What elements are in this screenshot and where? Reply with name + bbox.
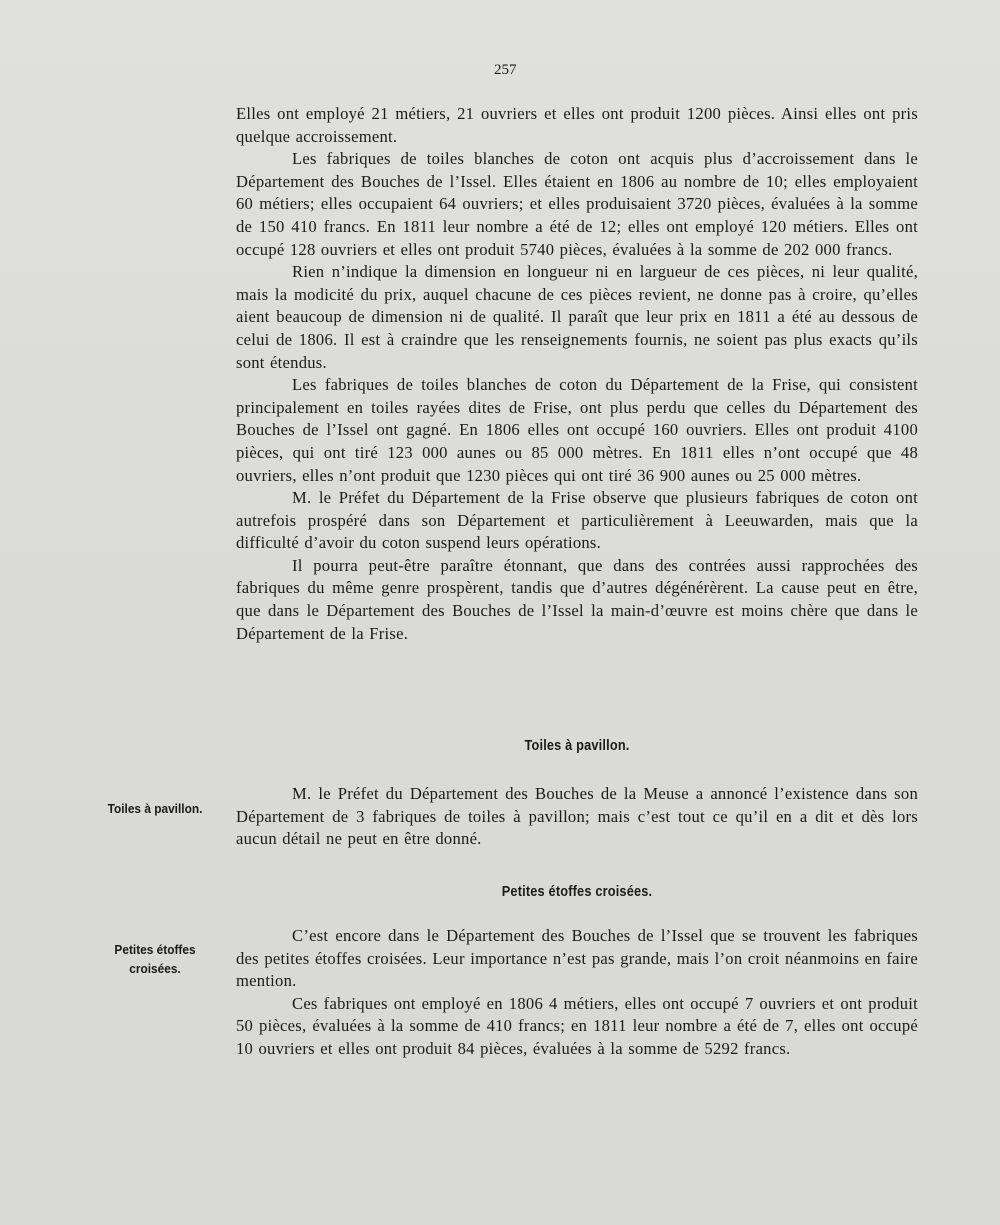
body-text-upper [236, 103, 918, 645]
paragraph: Les fabriques de toiles blanches de coton ont acquis plus d’accroissement dans le Département des Bouches de l’Issel. Elles étaient en 1806 au nombre de 10; elles employaient 60 métiers; elles occupaient 64 ouvriers; et elles produisaient 3720 pièces, évaluées à la somme de 150 410 francs. En 1811 leur nombre a été de 12; elles ont employé 120 métiers. Elles ont occupé 128 ouvriers et elles ont produit 5740 pièces, évaluées à la somme de 202 000 francs. [236, 149, 918, 259]
paragraph: C’est encore dans le Département des Bouches de l’Issel que se trouvent les fabriques des petites étoffes croisées. Leur importance n’est pas grande, mais l’on croit néanmoins en faire mention. [236, 926, 918, 991]
body-text-etoffes [236, 925, 918, 1061]
paragraph: Elles ont employé 21 métiers, 21 ouvriers et elles ont produit 1200 pièces. Ainsi elles ont pris quelque accroissement. [236, 104, 918, 146]
paragraph: M. le Préfet du Département de la Frise observe que plusieurs fabriques de coton ont autrefois prospéré dans son Département et particulièrement à Leeuwarden, mais que la difficulté d’avoir du coton suspend leurs opérations. [236, 488, 918, 553]
body-text-pavillon [236, 783, 918, 851]
section-heading-toiles-a-pavillon: Toiles à pavillon. [524, 738, 630, 754]
paragraph: Il pourra peut-être paraître étonnant, que dans des contrées aussi rapprochées des fabriques du même genre prospèrent, tandis que d’autres dégénérèrent. La cause peut en être, que dans le Département des Bouches de l’Issel la main-d’œuvre est moins chère que dans le Département de la Frise. [236, 555, 918, 643]
margin-note-toiles-a-pavillon: Toiles à pavillon. [107, 801, 203, 816]
paragraph: Les fabriques de toiles blanches de coton du Département de la Frise, qui consistent principalement en toiles rayées dites de Frise, ont plus perdu que celles du Département des Bouches de l’Issel ont gagné. En 1806 elles ont occupé 160 ouvriers. Elles ont produit 4100 pièces, qui ont tiré 123 000 aunes ou 85 000 mètres. En 1811 elles n’ont occupé que 48 ouvriers, elles n’ont produit que 1230 pièces qui ont tiré 36 900 aunes ou 25 000 mètres. [236, 375, 918, 485]
paragraph: Ces fabriques ont employé en 1806 4 métiers, elles ont occupé 7 ouvriers et ont produit 50 pièces, évaluées à la somme de 410 francs; en 1811 leur nombre a été de 7, elles ont occupé 10 ouvriers et elles ont produit 84 pièces, évaluées à la somme de 5292 francs. [236, 993, 918, 1058]
margin-note-petites-etoffes-croisees [88, 940, 223, 978]
margin-note-line: Petites étoffes [114, 942, 196, 957]
paragraph: Rien n’indique la dimension en longueur ni en largueur de ces pièces, ni leur qualité, mais la modicité du prix, auquel chacune de ces pièces revient, ne donne pas à croire, qu’elles aient beaucoup de dimension ni de qualité. Il paraît que leur prix en 1811 a été au dessous de celui de 1806. Il est à craindre que les renseignements fournis, ne soient pas plus exacts qu’ils sont étendus. [236, 262, 918, 372]
page-number: 257 [494, 62, 517, 78]
paragraph: M. le Préfet du Département des Bouches de la Meuse a annoncé l’existence dans son Département de 3 fabriques de toiles à pavillon; mais c’est tout ce qu’il en a dit et dès lors aucun détail ne peut en être donné. [236, 784, 918, 849]
margin-note-line: croisées. [129, 961, 181, 976]
section-heading-petites-etoffes-croisees: Petites étoffes croisées. [501, 884, 653, 900]
